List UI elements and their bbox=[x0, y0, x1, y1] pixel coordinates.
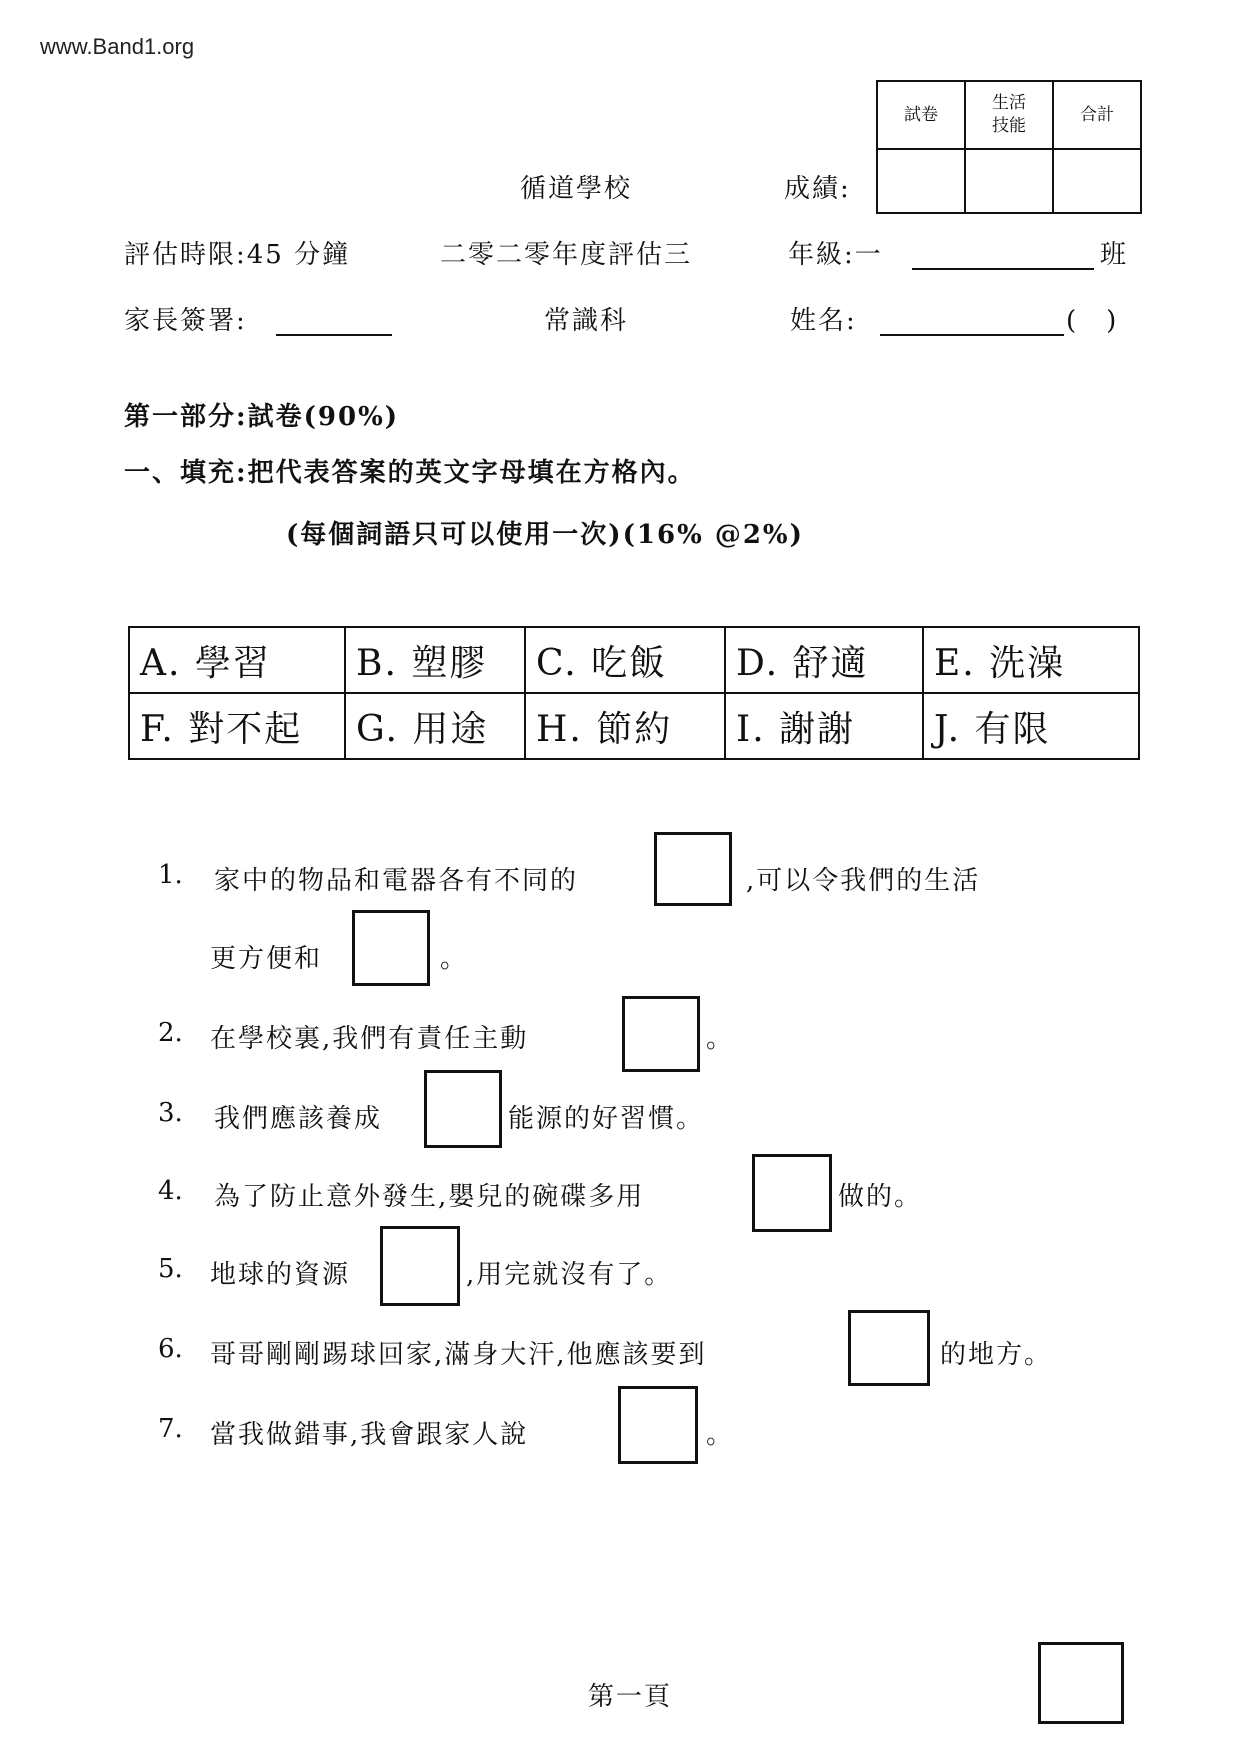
name-label: 姓名: bbox=[790, 306, 857, 336]
q3-text-b: 能源的好習慣。 bbox=[508, 1104, 705, 1134]
q1-answer-box-2[interactable] bbox=[352, 910, 430, 986]
grade-class-blank[interactable] bbox=[912, 236, 1094, 270]
part-heading: 第一部分:試卷(90%) bbox=[124, 402, 400, 432]
parent-sign-blank[interactable] bbox=[276, 302, 392, 336]
q5-text-a: 地球的資源 bbox=[210, 1260, 351, 1290]
grade-label: 年級:一 bbox=[788, 240, 883, 270]
vocab-option-d: D. 舒適 bbox=[725, 627, 923, 693]
instruction: 一、填充:把代表答案的英文字母填在方格內。 bbox=[124, 458, 696, 488]
vocab-option-b: B. 塑膠 bbox=[345, 627, 525, 693]
q7-text-b: 。 bbox=[706, 1420, 735, 1450]
q7-number: 7. bbox=[158, 1414, 183, 1444]
q6-number: 6. bbox=[158, 1334, 183, 1364]
assessment-title: 二零二零年度評估三 bbox=[440, 240, 693, 270]
q3-text-a: 我們應該養成 bbox=[214, 1104, 383, 1134]
q6-text-a: 哥哥剛剛踢球回家,滿身大汗,他應該要到 bbox=[210, 1340, 707, 1370]
q4-number: 4. bbox=[158, 1176, 183, 1206]
q3-answer-box[interactable] bbox=[424, 1070, 502, 1148]
q2-number: 2. bbox=[158, 1018, 183, 1048]
website-watermark: www.Band1.org bbox=[40, 34, 195, 59]
score-table bbox=[876, 80, 1142, 214]
q4-text-b: 做的。 bbox=[838, 1182, 923, 1212]
class-suffix: 班 bbox=[1100, 240, 1129, 270]
q7-text-a: 當我做錯事,我會跟家人說 bbox=[210, 1420, 529, 1450]
q2-answer-box[interactable] bbox=[622, 996, 700, 1072]
page-score-box[interactable] bbox=[1038, 1642, 1124, 1724]
q4-answer-box[interactable] bbox=[752, 1154, 832, 1232]
vocab-option-e: E. 洗澡 bbox=[923, 627, 1139, 693]
q2-text-a: 在學校裏,我們有責任主動 bbox=[210, 1024, 529, 1054]
q1-text-a: 家中的物品和電器各有不同的 bbox=[214, 866, 579, 896]
parent-sign-label: 家長簽署: bbox=[124, 306, 247, 336]
vocab-option-c: C. 吃飯 bbox=[525, 627, 725, 693]
score-col-life-skills-line2: 技能 bbox=[992, 116, 1026, 136]
q2-text-b: 。 bbox=[706, 1024, 735, 1054]
score-cell-total[interactable] bbox=[1053, 149, 1141, 213]
score-col-total: 合計 bbox=[1053, 81, 1141, 149]
page-number: 第一頁 bbox=[588, 1682, 673, 1712]
q1-number: 1. bbox=[158, 860, 183, 890]
q3-number: 3. bbox=[158, 1098, 183, 1128]
score-col-life-skills-line1: 生活 bbox=[992, 93, 1026, 114]
vocab-option-i: I. 謝謝 bbox=[725, 693, 923, 759]
q6-text-b: 的地方。 bbox=[940, 1340, 1053, 1370]
q5-number: 5. bbox=[158, 1254, 183, 1284]
q1-text-c: 更方便和 bbox=[210, 944, 323, 974]
q7-answer-box[interactable] bbox=[618, 1386, 698, 1464]
q1-answer-box-1[interactable] bbox=[654, 832, 732, 906]
vocab-option-g: G. 用途 bbox=[345, 693, 525, 759]
subject-title: 常識科 bbox=[544, 306, 629, 336]
q1-text-b: ,可以令我們的生活 bbox=[746, 866, 981, 896]
school-name: 循道學校 bbox=[520, 174, 633, 204]
score-col-paper: 試卷 bbox=[877, 81, 965, 149]
score-label: 成績: bbox=[784, 174, 851, 204]
q6-answer-box[interactable] bbox=[848, 1310, 930, 1386]
vocab-option-a: A. 學習 bbox=[129, 627, 345, 693]
q5-text-b: ,用完就沒有了。 bbox=[466, 1260, 673, 1290]
vocab-option-h: H. 節約 bbox=[525, 693, 725, 759]
score-col-life-skills bbox=[965, 81, 1053, 149]
q1-text-d: 。 bbox=[440, 944, 469, 974]
score-cell-paper[interactable] bbox=[877, 149, 965, 213]
q4-text-a: 為了防止意外發生,嬰兒的碗碟多用 bbox=[214, 1182, 645, 1212]
score-cell-life-skills[interactable] bbox=[965, 149, 1053, 213]
instruction-note: (每個詞語只可以使用一次)(16% @2%) bbox=[286, 520, 804, 550]
vocab-option-f: F. 對不起 bbox=[129, 693, 345, 759]
q5-answer-box[interactable] bbox=[380, 1226, 460, 1306]
vocab-option-j: J. 有限 bbox=[923, 693, 1139, 759]
class-number-paren[interactable]: ( ) bbox=[1066, 306, 1119, 336]
time-limit: 評估時限:45 分鐘 bbox=[124, 240, 351, 270]
vocab-table bbox=[128, 626, 1140, 760]
name-blank[interactable] bbox=[880, 302, 1064, 336]
